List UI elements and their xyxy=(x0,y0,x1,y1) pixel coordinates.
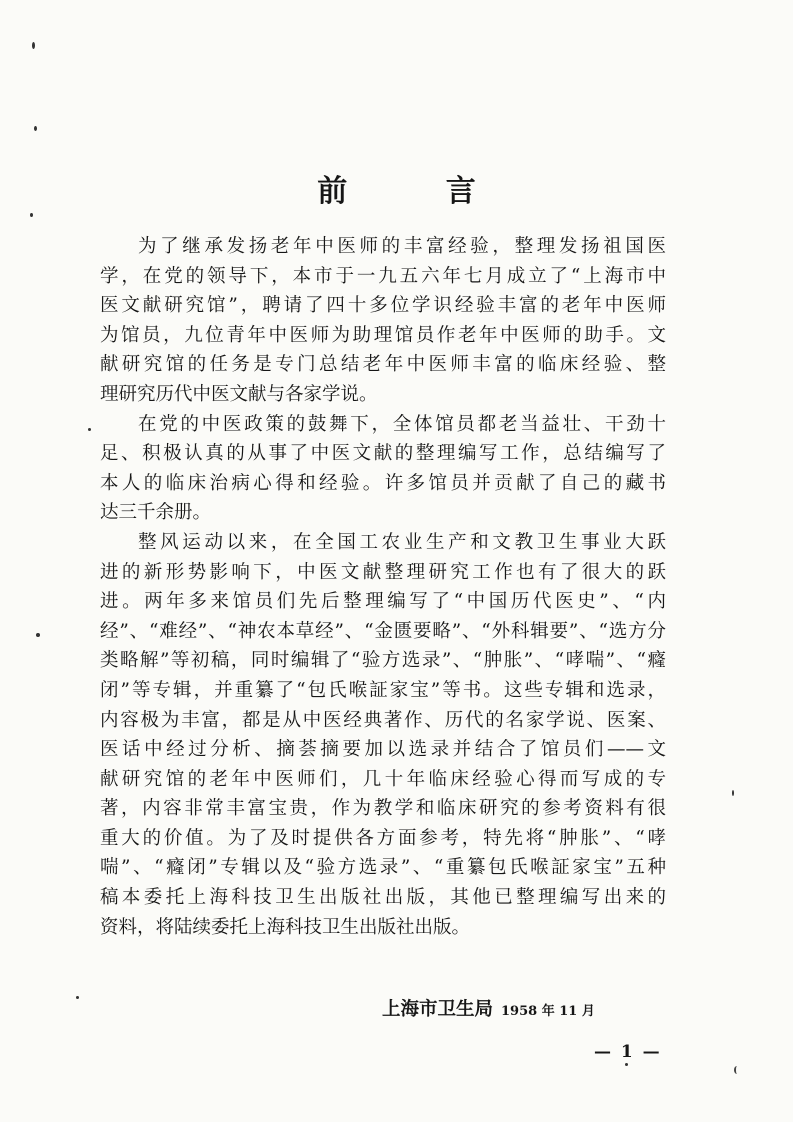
text-line: 在党的中医政策的鼓舞下，全体馆员都老当益壮、干劲十 xyxy=(138,413,666,435)
text-line: 喘”、“癃闭”专辑以及“验方选录”、“重纂包氏喉証家宝”五种 xyxy=(100,857,666,879)
scan-speck xyxy=(625,1063,628,1066)
signature-date: 1958 年 11 月 xyxy=(501,1004,595,1019)
paragraph-1 xyxy=(100,232,666,410)
paragraph-3 xyxy=(100,528,666,942)
text-line: 学，在党的领导下，本市于一九五六年七月成立了“上海市中 xyxy=(100,265,666,287)
scan-speck xyxy=(32,42,35,49)
text-line: 进。两年多来馆员们先后整理编写了“中国历代医史”、“内 xyxy=(100,591,666,613)
scan-speck xyxy=(734,1066,740,1074)
paragraph-2 xyxy=(100,410,666,528)
text-line: 达三千余册。 xyxy=(100,502,212,524)
scan-speck xyxy=(36,633,40,637)
text-line: 重大的价值。为了及时提供各方面参考，特先将“肿胀”、“哮 xyxy=(100,827,666,849)
preface-body xyxy=(100,232,666,942)
text-line: 为了继承发扬老年中医师的丰富经验，整理发扬祖国医 xyxy=(138,236,666,257)
scan-speck xyxy=(30,213,33,217)
text-line: 医话中经过分析、摘荟摘要加以选录并结合了馆员们——文 xyxy=(100,739,666,761)
text-line: 献研究馆的任务是专门总结老年中医师丰富的临床经验、整 xyxy=(100,354,666,376)
signature xyxy=(382,995,595,1021)
text-line: 稿本委托上海科技卫生出版社出版，其他已整理编写出来的 xyxy=(100,887,666,909)
text-line: 足、积极认真的从事了中医文献的整理编写工作，总结编写了 xyxy=(100,443,666,465)
page-title: 前 言 xyxy=(317,174,520,209)
text-line: 医文献研究馆”，聘请了四十多位学识经验丰富的老年中医师 xyxy=(100,295,666,317)
text-line: 内容极为丰富，都是从中医经典著作、历代的名家学说、医案、 xyxy=(100,709,666,731)
text-line: 进的新形势影响下，中医文献整理研究工作也有了很大的跃 xyxy=(100,561,666,583)
text-line: 理研究历代中医文献与各家学说。 xyxy=(100,383,378,405)
text-line: 类略解”等初稿，同时编辑了“验方选录”、“肿胀”、“哮喘”、“癃 xyxy=(100,650,666,672)
scan-speck xyxy=(88,428,91,431)
signature-author: 上海市卫生局 xyxy=(382,999,494,1020)
text-line: 著，内容非常丰富宝贵，作为教学和临床研究的参考资料有很 xyxy=(100,798,666,820)
text-line: 献研究馆的老年中医师们，几十年临床经验心得而写成的专 xyxy=(100,768,666,790)
scan-speck xyxy=(34,126,37,131)
text-line: 为馆员，九位青年中医师为助理馆员作老年中医师的助手。文 xyxy=(100,324,666,346)
text-line: 整风运动以来，在全国工农业生产和文教卫生事业大跃 xyxy=(138,531,666,553)
scan-speck xyxy=(732,790,734,796)
page-number: — 1 — xyxy=(594,1042,662,1062)
text-line: 本人的临床治病心得和经验。许多馆员并贡献了自己的藏书 xyxy=(100,472,666,494)
scan-speck xyxy=(76,996,79,999)
text-line: 资料，将陆续委托上海科技卫生出版社出版。 xyxy=(100,916,471,938)
text-line: 经”、“难经”、“神农本草经”、“金匮要略”、“外科辑要”、“选方分 xyxy=(100,620,666,642)
text-line: 闭”等专辑，并重纂了“包氏喉証家宝”等书。这些专辑和选录， xyxy=(100,679,666,701)
